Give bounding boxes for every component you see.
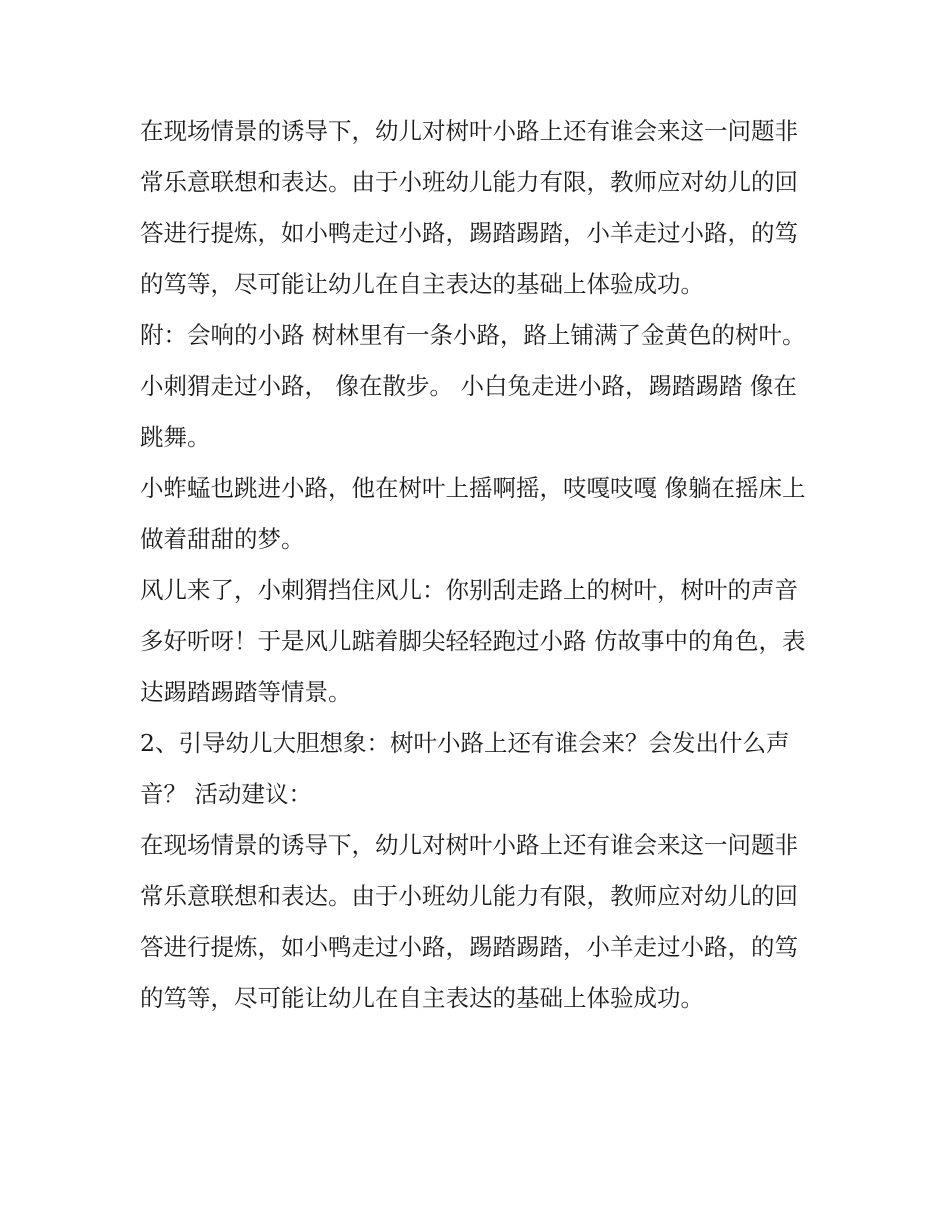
paragraph-wind: 风儿来了，小刺猬挡住风儿：你别刮走路上的树叶，树叶的声音多好听呀！于是风儿踮着脚尖轻轻跑过小路 仿故事中的角色，表达踢踏踢踏等情景。 bbox=[140, 576, 806, 706]
document-body bbox=[140, 106, 820, 1024]
paragraph-appendix-story: 附：会响的小路 树林里有一条小路，路上铺满了金黄色的树叶。 小刺猬走过小路， 像在散步。 小白兔走进小路，踢踏踢踏 像在跳舞。 bbox=[140, 321, 806, 451]
paragraph-activity-suggestion-repeat: 在现场情景的诱导下，幼儿对树叶小路上还有谁会来这一问题非常乐意联想和表达。由于小班幼儿能力有限，教师应对幼儿的回答进行提炼，如小鸭走过小路，踢踏踢踏，小羊走过小路，的笃的笃等，尽可能让幼儿在自主表达的基础上体验成功。 bbox=[140, 831, 798, 1012]
paragraph-activity-suggestion: 在现场情景的诱导下，幼儿对树叶小路上还有谁会来这一问题非常乐意联想和表达。由于小班幼儿能力有限，教师应对幼儿的回答进行提炼，如小鸭走过小路，踢踏踢踏，小羊走过小路，的笃的笃等，尽可能让幼儿在自主表达的基础上体验成功。 bbox=[140, 117, 798, 298]
paragraph-grasshopper: 小蚱蜢也跳进小路，他在树叶上摇啊摇，吱嘎吱嘎 像躺在摇床上做着甜甜的梦。 bbox=[140, 474, 806, 553]
paragraph-step-2: 2、引导幼儿大胆想象：树叶小路上还有谁会来？会发出什么声音？ 活动建议： bbox=[140, 729, 790, 808]
